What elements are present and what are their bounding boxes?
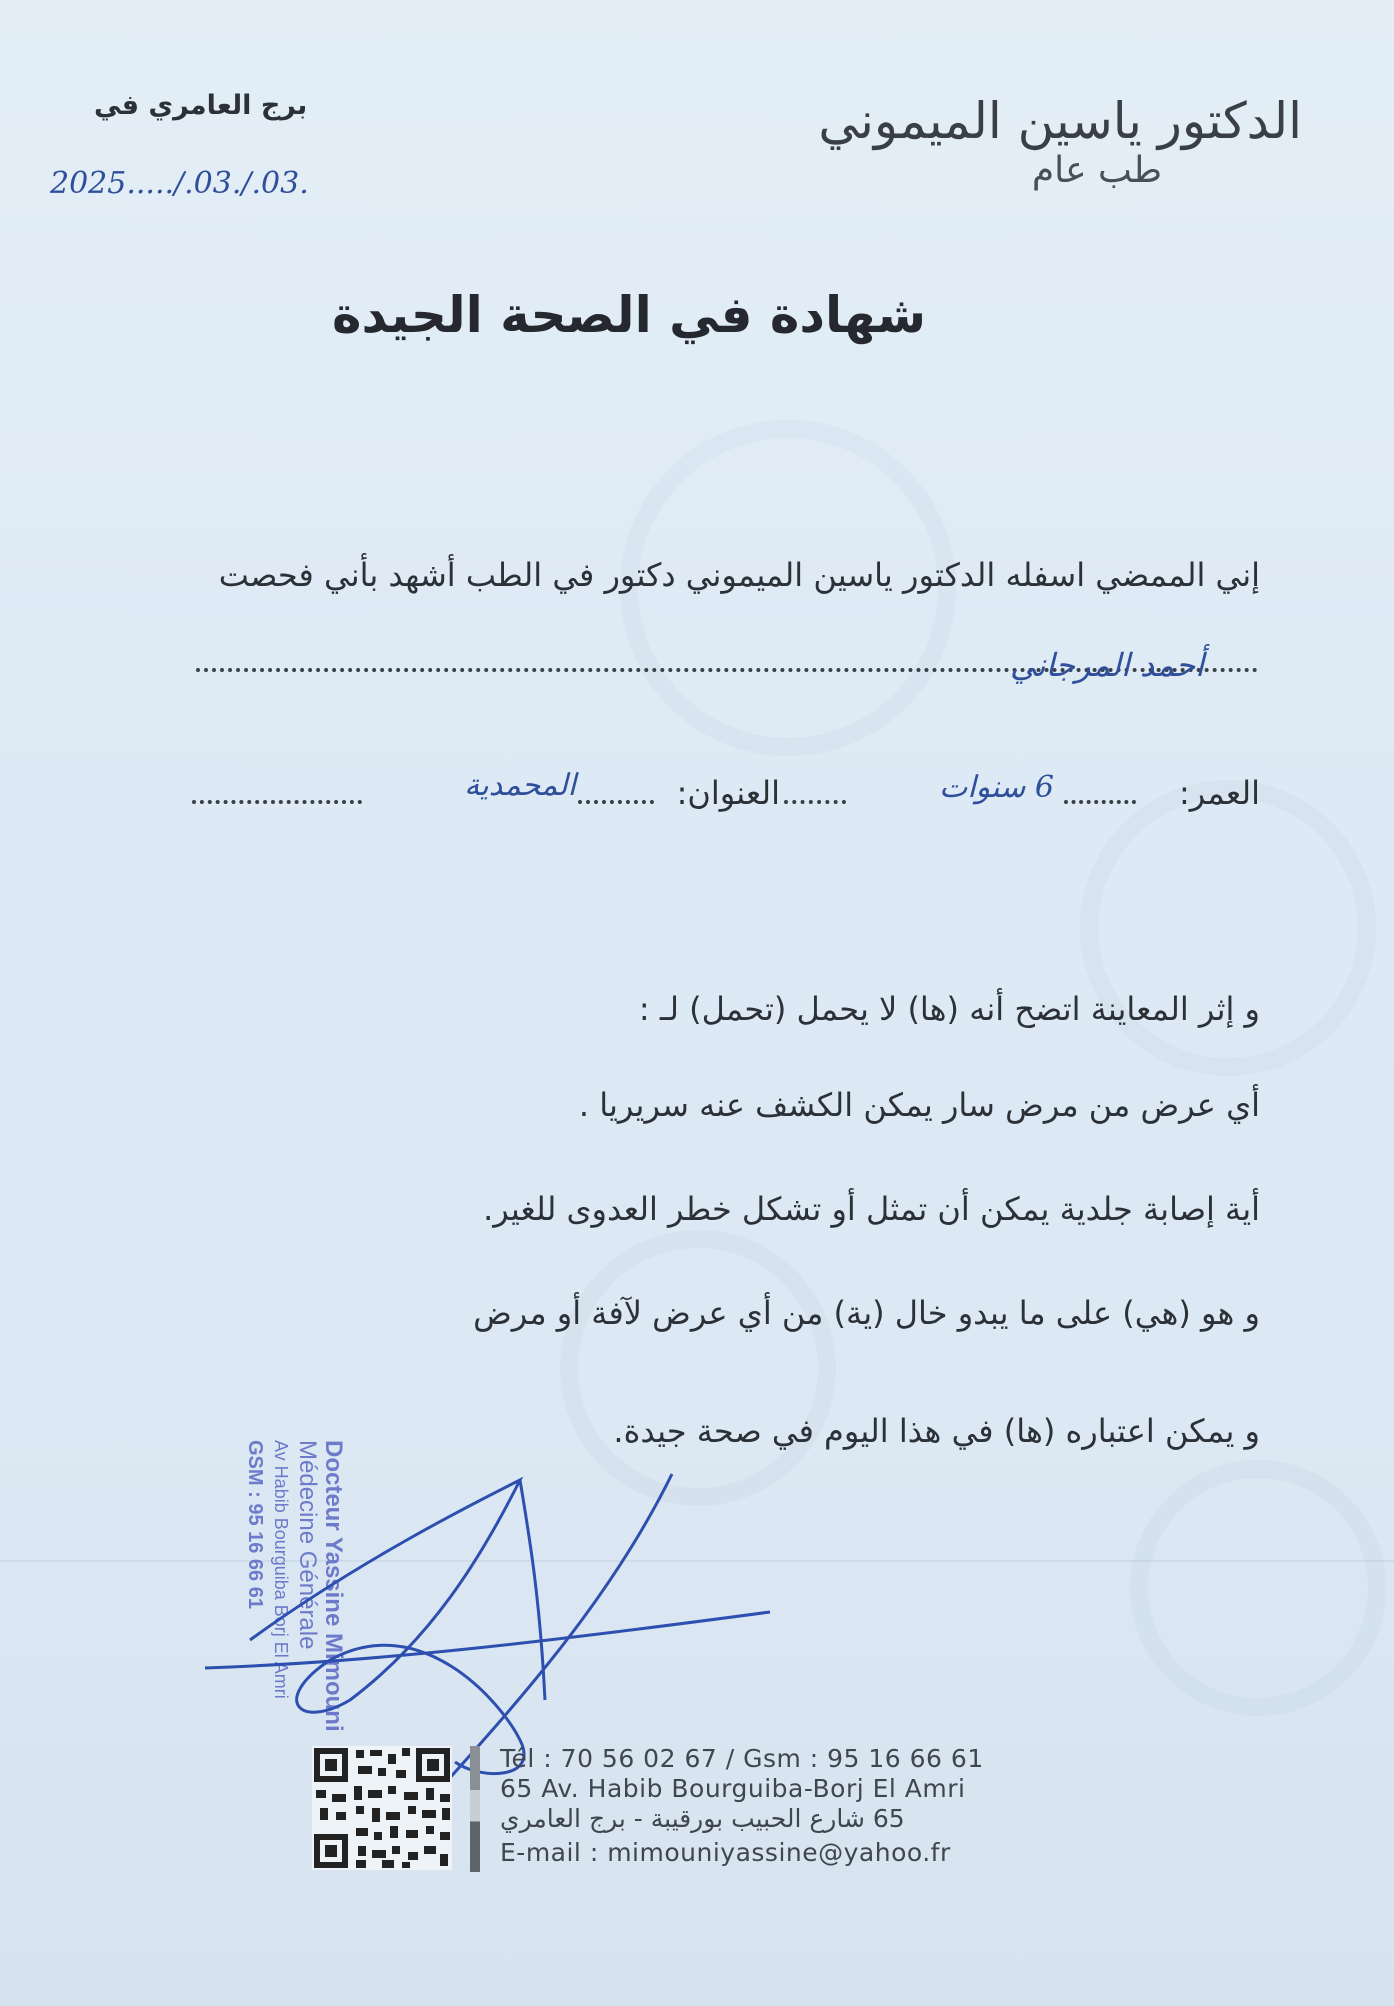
doctor-stamp bbox=[242, 1440, 346, 1732]
examination-line: و إثر المعاينة اتضح أنه (ها) لا يحمل (تحمل) لـ : bbox=[638, 990, 1260, 1028]
handwritten-age: 6 سنوات bbox=[939, 770, 1054, 805]
declaration-line: إني الممضي اسفله الدكتور ياسين الميموني دكتور في الطب أشهد بأني فحصت bbox=[218, 556, 1260, 594]
footer-email: E-mail : mimouniyassine@yahoo.fr bbox=[500, 1838, 951, 1867]
address-label: العنوان: bbox=[676, 774, 780, 812]
condition-line-1: أي عرض من مرض سار يمكن الكشف عنه سريريا . bbox=[578, 1086, 1260, 1124]
condition-line-2: أية إصابة جلدية يمكن أن تمثل أو تشكل خطر العدوى للغير. bbox=[483, 1190, 1260, 1228]
handwritten-date: 2025...../.03./.03. bbox=[50, 166, 309, 201]
address-dotted-line bbox=[578, 800, 654, 804]
doctor-specialty: طب عام bbox=[1031, 150, 1162, 191]
place-label: برج العامري في bbox=[94, 90, 308, 121]
footer-address-ar: 65 شارع الحبيب بورقيبة - برج العامري bbox=[500, 1804, 905, 1833]
watermark-pattern bbox=[1080, 780, 1376, 1076]
footer-phones: Tél : 70 56 02 67 / Gsm : 95 16 66 61 bbox=[500, 1744, 984, 1773]
age-label: العمر: bbox=[1178, 774, 1260, 812]
stamp-address: Av Habib Bourguiba Borj El Amri bbox=[271, 1440, 291, 1699]
handwritten-patient-name: أحمد المرجاني bbox=[1009, 646, 1204, 684]
conclusion-line: و يمكن اعتباره (ها) في هذا اليوم في صحة جيدة. bbox=[613, 1412, 1260, 1450]
watermark-pattern bbox=[560, 1230, 836, 1506]
address-dotted-line-end bbox=[192, 800, 362, 804]
paper-fold bbox=[0, 1560, 1394, 1562]
stamp-gsm: GSM : 95 16 66 61 bbox=[244, 1440, 266, 1609]
age-dotted-line-end bbox=[784, 800, 846, 804]
qr-code bbox=[312, 1746, 452, 1870]
handwritten-address: المحمدية bbox=[464, 768, 576, 803]
footer-divider bbox=[470, 1746, 480, 1872]
doctor-name: الدكتور ياسين الميموني bbox=[818, 92, 1302, 150]
condition-line-3: و هو (هي) على ما يبدو خال (ية) من أي عرض لآفة أو مرض bbox=[473, 1294, 1260, 1332]
age-dotted-line bbox=[1064, 800, 1136, 804]
watermark-pattern bbox=[1130, 1460, 1386, 1716]
footer-address-fr: 65 Av. Habib Bourguiba-Borj El Amri bbox=[500, 1774, 966, 1803]
stamp-name: Docteur Yassine Mimouni bbox=[320, 1440, 347, 1732]
certificate-title: شهادة في الصحة الجيدة bbox=[332, 286, 926, 344]
stamp-specialty: Médecine Générale bbox=[294, 1440, 321, 1650]
